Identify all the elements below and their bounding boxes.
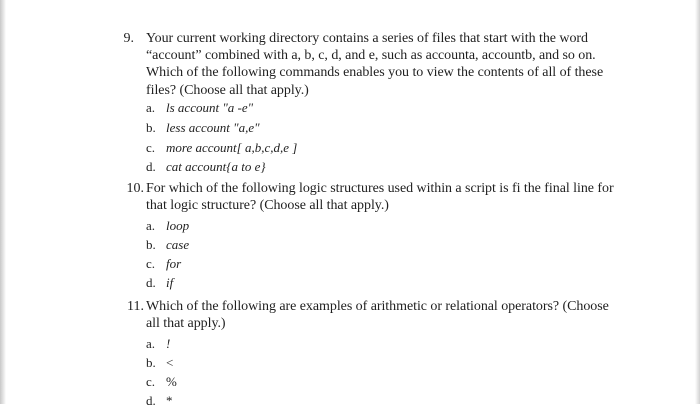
choice-a [146, 336, 170, 352]
question-text [146, 30, 646, 99]
choice-text: more account[ a,b,c,d,e ] [166, 140, 298, 155]
choice-text: cat account{a to e} [166, 159, 266, 174]
choice-d [146, 393, 173, 409]
question-line: “account” combined with a, b, c, d, and e, such as accounta, accountb, and so on. [146, 48, 596, 64]
choice-d [146, 275, 173, 291]
choice-text: less account "a,e" [166, 120, 260, 135]
question-line: For which of the following logic structures used within a script is fi the final line for [146, 181, 614, 196]
question-text [146, 180, 646, 214]
choice-letter: c. [146, 256, 156, 271]
choice-text: ! [166, 336, 171, 351]
page-left-edge-shadow [0, 0, 6, 404]
choice-letter: d. [146, 275, 156, 290]
choice-b [146, 237, 189, 253]
choice-c [146, 140, 297, 156]
choice-text: ls account "a -e" [166, 100, 254, 115]
choice-text: loop [166, 218, 190, 233]
choice-letter: b. [146, 237, 156, 252]
question-line: files? (Choose all that apply.) [146, 82, 309, 98]
choice-letter: b. [146, 120, 156, 135]
choice-letter: a. [146, 218, 156, 233]
question-line: that logic structure? (Choose all that apply.) [146, 198, 389, 214]
question-number: 11. [127, 299, 144, 314]
choice-c [146, 256, 181, 272]
page-right-edge-shadow [695, 0, 700, 404]
choice-letter: c. [146, 374, 156, 389]
choice-letter: b. [146, 355, 156, 370]
question-line: all that apply.) [146, 316, 226, 332]
choice-d [146, 159, 266, 175]
choice-text: % [166, 374, 177, 389]
choice-text: < [166, 355, 174, 370]
choice-a [146, 100, 253, 116]
choice-text: for [166, 256, 182, 271]
choice-letter: c. [146, 140, 156, 155]
question-line: Which of the following commands enables you to view the contents of all of these [146, 65, 604, 81]
choice-letter: d. [146, 393, 156, 408]
question-line: Your current working directory contains a series of files that start with the word [146, 31, 588, 46]
choice-text: case [166, 237, 190, 252]
choice-a [146, 218, 189, 234]
question-text [146, 298, 646, 332]
choice-b [146, 355, 173, 371]
choice-letter: d. [146, 159, 156, 174]
choice-text: if [166, 275, 174, 290]
choice-b [146, 120, 260, 136]
choice-letter: a. [146, 100, 156, 115]
question-number: 9. [123, 31, 134, 46]
choice-letter: a. [146, 336, 156, 351]
question-number: 10. [126, 181, 144, 196]
question-line: Which of the following are examples of arithmetic or relational operators? (Choose [146, 299, 609, 314]
choice-c [146, 374, 177, 390]
choice-text: * [166, 393, 173, 408]
